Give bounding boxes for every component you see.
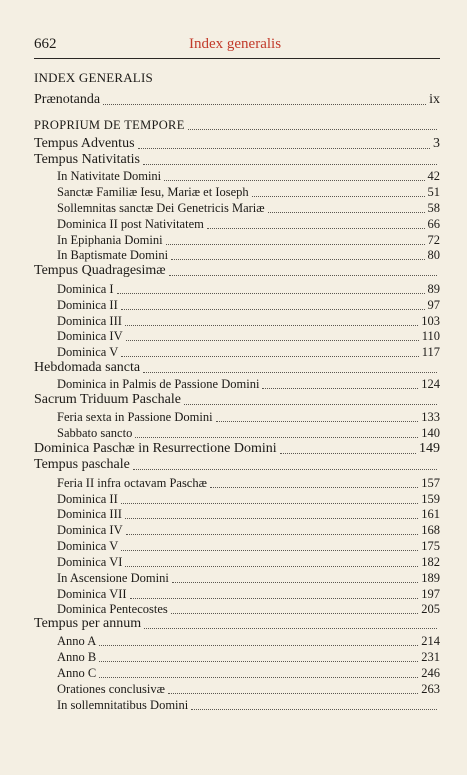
entry-page-number: 263 [421,682,440,696]
dot-leader [143,372,437,373]
entry-page-number: 51 [427,185,440,199]
entry-label: Tempus Adventus [34,136,135,151]
index-entry [57,522,440,538]
entry-label: Dominica V [57,345,119,359]
dot-leader [99,661,418,662]
dot-leader [130,598,419,599]
entry-page-number: 197 [421,587,440,601]
entry-page-number: 117 [421,345,440,359]
index-entry [34,392,440,408]
entry-page-number: 42 [427,169,440,183]
entry-page-number: 66 [427,217,440,231]
entry-label: Sabbato sancto [57,426,133,440]
entry-label: Dominica VI [57,555,123,569]
entry-page-number: 246 [421,666,440,680]
entry-page-number: 175 [421,539,440,553]
index-entry [57,538,440,554]
entry-page-number: 89 [427,282,440,296]
entry-page-number: 189 [421,571,440,585]
dot-leader [103,104,426,105]
dot-leader [121,356,418,357]
dot-leader [252,196,425,197]
index-entry [57,491,440,507]
entry-page-number: 124 [421,377,440,391]
index-entry [57,184,440,200]
entry-label: Tempus per annum [34,616,142,631]
index-entry [57,376,440,392]
index-entry [57,216,440,232]
dot-leader [262,388,418,389]
entry-page-number: 58 [427,201,440,215]
dot-leader [121,550,418,551]
index-entry [57,232,440,248]
dot-leader [184,404,437,405]
dot-leader [99,677,418,678]
index-entry [57,665,440,681]
dot-leader [138,148,430,149]
index-entry [57,328,440,344]
entry-page-number: 80 [427,248,440,262]
index-entry [57,409,440,425]
entry-label: In Ascensione Domini [57,571,169,585]
index-entry [34,441,440,457]
dot-leader [207,228,425,229]
entry-label: Tempus Nativitatis [34,152,140,167]
dot-leader [171,613,419,614]
dot-leader [125,518,418,519]
dot-leader [125,325,418,326]
index-entry [57,344,440,360]
entry-label: Hebdomada sancta [34,360,141,375]
entry-label: Prænotanda [34,92,101,107]
entry-label: Dominica IV [57,329,123,343]
entry-label: Dominica III [57,314,122,328]
index-entry [57,168,440,184]
entry-label: In Nativitate Domini [57,169,162,183]
dot-leader [164,180,424,181]
dot-leader [169,275,437,276]
entry-page-number: 110 [421,329,440,343]
index-entry [57,200,440,216]
dot-leader [210,487,418,488]
index-entry [57,601,440,617]
dot-leader [126,534,419,535]
entry-label: Dominica Paschæ in Resurrectione Domini [34,441,277,456]
entry-page-number: 3 [433,136,440,151]
dot-leader [143,164,437,165]
entry-page-number: 149 [419,441,440,456]
entry-page-number: 214 [421,634,440,648]
index-entry [57,247,440,263]
dot-leader [188,129,437,130]
dot-leader [171,259,424,260]
dot-leader [191,709,437,710]
index-entry [34,152,440,168]
dot-leader [121,503,419,504]
dot-leader [268,212,425,213]
entry-label: Tempus Quadragesimæ [34,263,166,278]
entry-page-number: 140 [421,426,440,440]
index-entry [34,92,440,108]
entry-page-number: 205 [421,602,440,616]
dot-leader [99,645,418,646]
entry-page-number: 182 [421,555,440,569]
index-entry [57,554,440,570]
entry-label: Tempus paschale [34,457,130,472]
dot-leader [168,693,418,694]
dot-leader [144,628,437,629]
entry-label: Orationes conclusivæ [57,682,165,696]
dot-leader [135,437,418,438]
entry-page-number: 159 [421,492,440,506]
running-title: Index generalis [189,36,282,52]
entry-label: In Baptismate Domini [57,248,169,262]
dot-leader [172,582,418,583]
index-entry [57,425,440,441]
entry-label: In Epiphania Domini [57,233,163,247]
index-entry [34,263,440,279]
entry-label: Feria sexta in Passione Domini [57,410,213,424]
entry-label: Anno A [57,634,97,648]
entry-label: Sollemnitas sanctæ Dei Genetricis Mariæ [57,201,265,215]
entry-page-number: 72 [427,233,440,247]
entry-label: Dominica II [57,492,118,506]
index-entry [57,506,440,522]
entry-label: Anno B [57,650,97,664]
entry-label: Sacrum Triduum Paschale [34,392,181,407]
index-entry [34,616,440,632]
dot-leader [133,469,437,470]
index-entry [57,570,440,586]
entry-label: Dominica Pentecostes [57,602,168,616]
entry-label: Dominica II [57,298,118,312]
entry-label: Sanctæ Familiæ Iesu, Mariæ et Ioseph [57,185,249,199]
index-entry [57,681,440,697]
page-number: 662 [34,36,57,52]
entry-page-number: 231 [421,650,440,664]
entry-label: Dominica VII [57,587,127,601]
index-entry [57,297,440,313]
dot-leader [166,244,425,245]
index-entry [57,649,440,665]
index-entry [57,633,440,649]
entry-page-number: 133 [421,410,440,424]
index-title: INDEX GENERALIS [34,70,153,85]
dot-leader [117,293,425,294]
index-entry [57,281,440,297]
entry-label: Anno C [57,666,97,680]
index-entry [57,586,440,602]
entry-page-number: ix [429,92,440,107]
entry-label: Dominica II post Nativitatem [57,217,204,231]
index-entry [34,136,440,152]
entry-label: PROPRIUM DE TEMPORE [34,118,185,132]
entry-label: Dominica III [57,507,122,521]
index-entry [57,313,440,329]
dot-leader [125,566,418,567]
dot-leader [126,340,419,341]
index-entry [57,697,440,713]
entry-label: In sollemnitatibus Domini [57,698,189,712]
index-entry [57,475,440,491]
index-entry [34,360,440,376]
index-entry [34,117,440,133]
entry-label: Dominica IV [57,523,123,537]
entry-page-number: 161 [421,507,440,521]
dot-leader [121,309,425,310]
entry-label: Dominica I [57,282,114,296]
dot-leader [216,421,419,422]
dot-leader [280,453,416,454]
entry-label: Feria II infra octavam Paschæ [57,476,207,490]
entry-label: Dominica in Palmis de Passione Domini [57,377,260,391]
entry-page-number: 103 [421,314,440,328]
entry-page-number: 97 [427,298,440,312]
index-entry [34,457,440,473]
entry-page-number: 168 [421,523,440,537]
entry-page-number: 157 [421,476,440,490]
entry-label: Dominica V [57,539,119,553]
